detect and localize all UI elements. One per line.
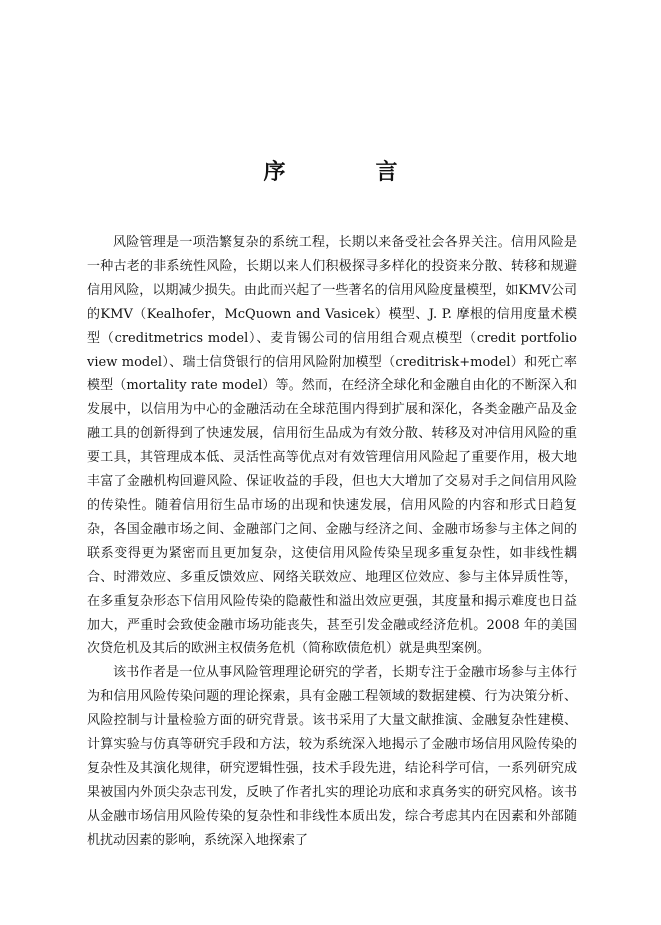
paragraph: 风险管理是一项浩繁复杂的系统工程，长期以来备受社会各界关注。信用风险是一种古老的非系统性风险，长期以来人们积极探寻多样化的投资来分散、转移和规避信用风险，以期减少损失。由此而兴起了一些著名的信用风险度量模型，如KMV公司的KMV（Kealhofer，McQuown and Vasicek）模型、J. P. 摩根的信用度量术模型（creditmetrics model）、麦肯锡公司的信用组合观点模型（credit portfolio view model）、瑞士信贷银行的信用风险附加模型（creditrisk+model）和死亡率模型（mortality rate model）等。然而，在经济全球化和金融自由化的不断深入和发展中，以信用为中心的金融活动在全球范围内得到扩展和深化，各类金融产品及金融工具的创新得到了快速发展，信用衍生品成为有效分散、转移及对冲信用风险的重要工具，其管理成本低、灵活性高等优点对有效管理信用风险起了重要作用，极大地丰富了金融机构回避风险、保证收益的手段，但也大大增加了交易对手之间信用风险的传染性。随着信用衍生品市场的出现和快速发展，信用风险的内容和形式日趋复杂，各国金融市场之间、金融部门之间、金融与经济之间、金融市场参与主体之间的联系变得更为紧密而且更加复杂，这使信用风险传染呈现多重复杂性，如非线性耦合、时滞效应、多重反馈效应、网络关联效应、地理区位效应、参与主体异质性等，在多重复杂形态下信用风险传染的隐蔽性和溢出效应更强，其度量和揭示难度也日益加大，严重时会致使金融市场功能丧失，甚至引发金融或经济危机。2008 年的美国次贷危机及其后的欧洲主权债务危机（简称欧债危机）就是典型案例。 <box>87 235 577 657</box>
paragraph: 该书作者是一位从事风险管理理论研究的学者，长期专注于金融市场参与主体行为和信用风险传染问题的理论探索，具有金融工程领域的数据建模、行为决策分析、风险控制与计量检验方面的研究背景。该书采用了大量文献推演、金融复杂性建模、计算实验与仿真等研究手段和方法，较为系统深入地揭示了金融市场信用风险传染的复杂性及其演化规律，研究逻辑性强，技术手段先进，结论科学可信，一系列研究成果被国内外顶尖杂志刊发，反映了作者扎实的理论功底和求真务实的研究风格。该书从金融市场信用风险传染的复杂性和非线性本质出发，综合考虑其内在因素和外部随机扰动因素的影响，系统深入地探索了 <box>87 665 577 848</box>
body-text <box>87 231 577 853</box>
page-title: 序 言 <box>263 159 432 185</box>
